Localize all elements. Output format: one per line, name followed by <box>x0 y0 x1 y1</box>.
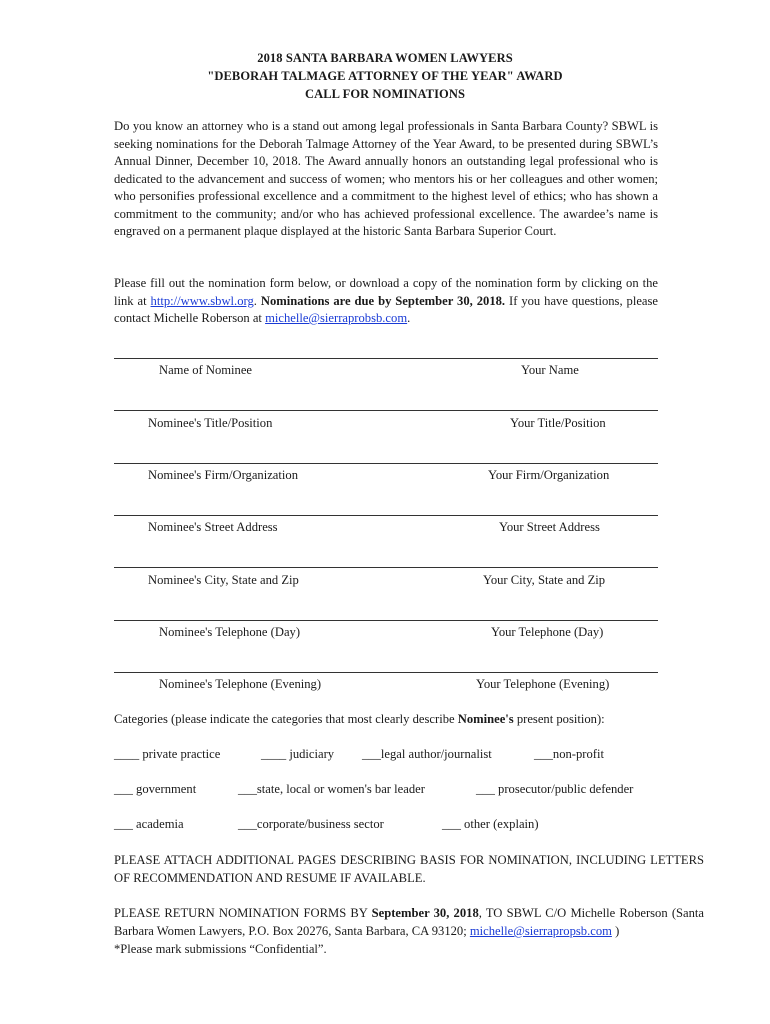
nominee-field-label: Name of Nominee <box>159 363 253 377</box>
instructions-paragraph <box>114 275 658 328</box>
return-text: ) <box>611 924 620 938</box>
your-field-label: Your Telephone (Day) <box>491 625 604 639</box>
signature-line[interactable] <box>114 567 658 568</box>
page-title <box>0 49 770 103</box>
nominee-field-label: Nominee's Street Address <box>148 520 278 534</box>
signature-line[interactable] <box>114 358 658 359</box>
signature-line[interactable] <box>114 515 658 516</box>
confidential-note: *Please mark submissions “Confidential”. <box>114 942 327 956</box>
categories-text: present position): <box>513 712 605 726</box>
return-notice <box>114 904 704 958</box>
your-field-label: Your Telephone (Evening) <box>476 677 610 691</box>
category-option[interactable]: ___non-profit <box>534 747 604 761</box>
nominee-field-label: Nominee's Firm/Organization <box>148 468 298 482</box>
nominee-field-label: Nominee's City, State and Zip <box>148 573 299 587</box>
category-option[interactable]: ____ judiciary <box>261 747 335 761</box>
category-option[interactable]: ___state, local or women's bar leader <box>238 782 425 796</box>
your-field-label: Your City, State and Zip <box>483 573 606 587</box>
intro-paragraph: Do you know an attorney who is a stand out among legal professionals in Santa Barbara County? SBWL is seeking nominations for the Deborah Talmage Attorney of the Year Award, to be presented during SBWL’s Annual Dinner, December 10, 2018. The Award annually honors an outstanding legal professional who is dedicated to the advancement and success of women; who mentors his or her colleagues and other women; who personifies professional excellence and a commitment to the highest level of ethics; who has shown a commitment to the community; and/or who has achieved professional excellence. The awardee’s name is engraved on a permanent plaque displayed at the historic Santa Barbara Superior Court. <box>114 119 658 238</box>
nominee-field-label: Nominee's Title/Position <box>148 416 273 430</box>
instructions-text: . <box>407 311 411 325</box>
category-option[interactable]: ___legal author/journalist <box>362 747 492 761</box>
nominee-field-label: Nominee's Telephone (Evening) <box>159 677 322 691</box>
categories-instruction <box>114 712 674 727</box>
return-text: , TO SBWL C/O Michelle Roberson (Santa Barbara Women Lawyers, P.O. Box 20276, Santa Barbara, CA 93120; <box>114 906 705 938</box>
contact-email-link[interactable]: michelle@sierraprobsb.com <box>265 311 408 325</box>
categories-text-bold: Nominee's <box>457 712 514 726</box>
category-option[interactable]: ___corporate/business sector <box>238 817 384 831</box>
nominee-field-label: Nominee's Telephone (Day) <box>159 625 301 639</box>
category-option[interactable]: ____ private practice <box>114 747 221 761</box>
due-date-text: Nominations are due by September 30, 2018. <box>260 293 506 308</box>
signature-line[interactable] <box>114 463 658 464</box>
category-option[interactable]: ___ prosecutor/public defender <box>476 782 634 796</box>
title-line-2: "DEBORAH TALMAGE ATTORNEY OF THE YEAR" AWARD <box>207 69 563 83</box>
your-field-label: Your Firm/Organization <box>488 468 610 482</box>
title-line-1: 2018 SANTA BARBARA WOMEN LAWYERS <box>257 51 513 65</box>
return-text: PLEASE RETURN NOMINATION FORMS BY <box>114 906 372 920</box>
instructions-text: If you have questions, please contact Michelle Roberson at <box>114 293 658 325</box>
categories-text: Categories (please indicate the categories that most clearly describe <box>114 712 458 726</box>
your-field-label: Your Street Address <box>499 520 600 534</box>
signature-line[interactable] <box>114 410 658 411</box>
return-deadline: September 30, 2018 <box>371 906 479 920</box>
return-email-link[interactable]: michelle@sierrapropsb.com <box>469 924 612 938</box>
title-line-3: CALL FOR NOMINATIONS <box>304 87 466 101</box>
attach-notice: PLEASE ATTACH ADDITIONAL PAGES DESCRIBING BASIS FOR NOMINATION, INCLUDING LETTERS OF RECOMMENDATION AND RESUME IF AVAILABLE. <box>114 853 704 885</box>
category-option[interactable]: ___ academia <box>114 817 184 831</box>
your-field-label: Your Title/Position <box>510 416 606 430</box>
website-link[interactable]: http://www.sbwl.org <box>150 293 254 308</box>
signature-line[interactable] <box>114 672 658 673</box>
instructions-text: . <box>253 293 261 308</box>
your-field-label: Your Name <box>521 363 579 377</box>
signature-line[interactable] <box>114 620 658 621</box>
instructions-text: Please fill out the nomination form below, or download a copy of the nomination form by clicking on the link at <box>114 276 658 308</box>
category-option[interactable]: ___ government <box>114 782 197 796</box>
category-option[interactable]: ___ other (explain) <box>442 817 539 831</box>
